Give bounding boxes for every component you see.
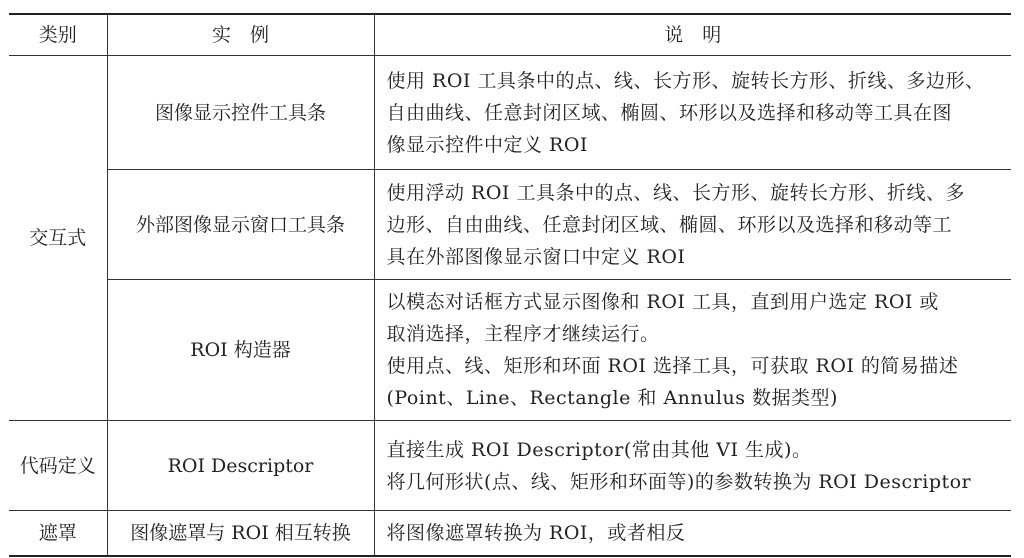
header-example: 实 例 [107,14,374,56]
table-row [9,511,1011,557]
category-interactive: 交互式 [9,56,107,421]
description-line: 边形、自由曲线、任意封闭区域、椭圆、环形以及选择和移动等工 [386,213,953,236]
description-line: 像显示控件中定义 ROI [386,133,588,156]
description-line: 使用浮动 ROI 工具条中的点、线、长方形、旋转长方形、折线、多 [386,181,965,204]
header-row [9,14,1011,56]
category-code: 代码定义 [9,421,107,511]
description-cell [374,421,1011,511]
description-line: 使用 ROI 工具条中的点、线、长方形、旋转长方形、折线、多边形、 [386,69,985,92]
description-line: 将几何形状(点、线、矩形和环面等)的参数转换为 ROI Descriptor [386,470,972,493]
example-cell: 图像显示控件工具条 [107,56,374,170]
description-cell [374,280,1011,421]
example-cell: 外部图像显示窗口工具条 [107,170,374,280]
table-row [9,280,1011,421]
example-cell: 图像遮罩与 ROI 相互转换 [107,511,374,557]
roi-methods-table [9,13,1011,557]
description-cell [374,511,1011,557]
table-row [9,170,1011,280]
description-line: (Point、Line、Rectangle 和 Annulus 数据类型) [386,387,838,409]
example-cell: ROI 构造器 [107,280,374,421]
description-line: 以模态对话框方式显示图像和 ROI 工具，直到用户选定 ROI 或 [386,291,939,313]
description-line: 使用点、线、矩形和环面 ROI 选择工具，可获取 ROI 的简易描述 [386,355,959,377]
category-mask: 遮罩 [9,511,107,557]
description-line: 自由曲线、任意封闭区域、椭圆、环形以及选择和移动等工具在图 [386,101,953,124]
table-row [9,56,1011,170]
example-cell: ROI Descriptor [107,421,374,511]
description-cell [374,170,1011,280]
description-line: 将图像遮罩转换为 ROI，或者相反 [386,522,686,544]
header-description: 说 明 [374,14,1011,56]
description-line: 直接生成 ROI Descriptor(常由其他 VI 生成)。 [386,438,812,461]
header-category: 类别 [9,14,107,56]
description-line: 取消选择，主程序才继续运行。 [386,323,660,345]
table-row [9,421,1011,511]
description-cell [374,56,1011,170]
description-line: 具在外部图像显示窗口中定义 ROI [386,245,686,268]
